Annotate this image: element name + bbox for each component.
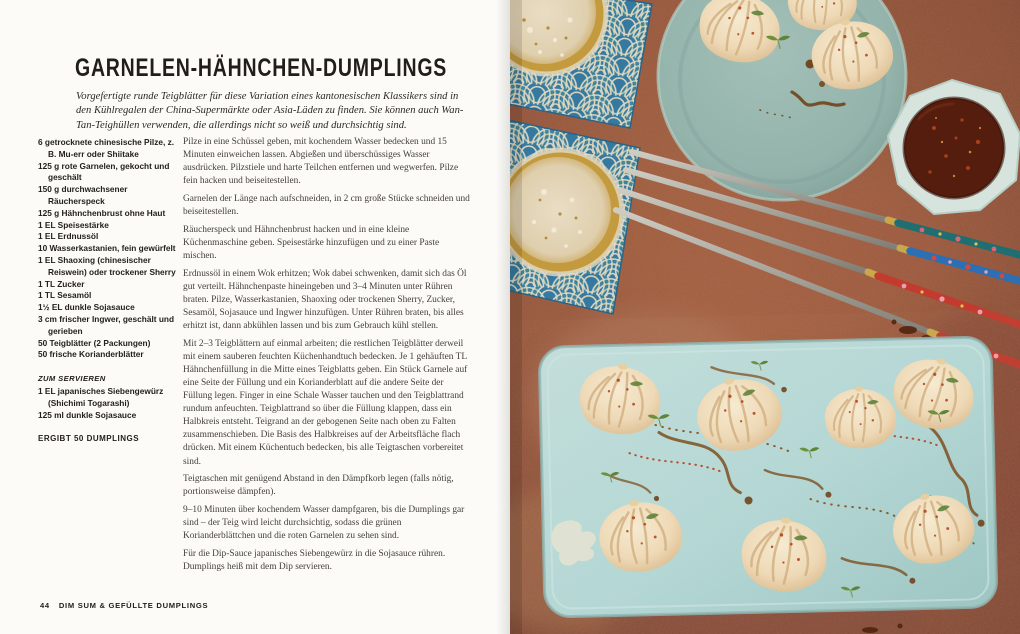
step-paragraph: Erdnussöl in einem Wok erhitzen; Wok dabei schwenken, damit sich das Öl gut verteilt. Hähnchenpaste hineingeben und 3–4 Minuten unter Rühren braten. Pilze, Wasserkastanien, Shaoxing oder trockenen Sherry, Zucker, Sesamöl, Sojasauce und Ingwer hinzufügen. Unter Rühren braten, bis alles erhitzt ist, dann abkühlen lassen und bis zum Gebrauch kühl stellen. [183, 268, 467, 331]
page-number: 44 [40, 601, 50, 610]
ingredient-item: 50 frische Korianderblätter [38, 349, 144, 360]
photo-gutter-shadow [510, 0, 522, 634]
serving-ingredient-item: 1 EL japanisches Siebengewürz (Shichimi Togarashi) [38, 385, 164, 408]
ingredient-item: 150 g durchwachsener Räucherspeck [38, 184, 128, 206]
ingredient-item: 3 cm frischer Ingwer, geschält und gerieben [38, 313, 175, 336]
ingredient-item: 6 getrocknete chinesische Pilze, z. B. Mu-err oder Shiitake [38, 137, 175, 159]
step-paragraph: Garnelen der Länge nach aufschneiden, in 2 cm große Stücke schneiden und beiseitestellen. [183, 193, 470, 218]
recipe-intro: Vorgefertigte runde Teigblätter für diese Variation eines kantonesischen Klassikers sind in den Kühlregalen der China-Supermärkte oder Asia-Läden zu finden. Sie können auch Wan-Tan-Teighüllen verwenden, die allerdings nicht so weiß und durchsichtig sind. [76, 90, 464, 131]
ingredient-item: 1 EL Speisestärke [38, 219, 109, 230]
yield-line: ERGIBT 50 DUMPLINGS [38, 434, 140, 444]
ingredient-list [38, 137, 179, 445]
section-title: DIM SUM & GEFÜLLTE DUMPLINGS [58, 601, 209, 610]
ingredient-item: 125 g rote Garnelen, gekocht und geschält [38, 160, 170, 183]
step-paragraph: Teigtaschen mit genügend Abstand in den Dämpfkorb legen (falls nötig, portionsweise dämpfen). [183, 474, 454, 498]
step-paragraph: Pilze in eine Schüssel geben, mit kochendem Wasser bedecken und 15 Minuten einweichen lassen. Abgießen und überschüssiges Wasser ausdrücken. Pilzstiele und harte Teilchen entfernen und wegwerfen. Pilze fein hacken und beiseitestellen. [183, 137, 459, 187]
ingredient-item: 125 g Hähnchenbrust ohne Haut [38, 207, 166, 218]
book-gutter-shadow [496, 0, 510, 634]
photo-page [510, 0, 1020, 634]
ingredient-item: 10 Wasserkastanien, fein gewürfelt [38, 243, 176, 254]
step-paragraph: Für die Dip-Sauce japanisches Siebengewürz in die Sojasauce rühren. Dumplings heiß mit dem Dip servieren. [183, 548, 446, 572]
serving-ingredient-item: 125 ml dunkle Sojasauce [38, 409, 137, 420]
ingredient-item: 50 Teigblätter (2 Packungen) [38, 337, 151, 348]
step-paragraph: Räucherspeck und Hähnchenbrust hacken und in eine kleine Küchenmaschine geben. Speisestärke hinzufügen und zu einer Paste mischen. [183, 224, 440, 261]
ingredient-item: 1 EL Shaoxing (chinesischer Reiswein) oder trockener Sherry [38, 254, 176, 277]
method-steps [183, 136, 474, 579]
recipe-title-text: GARNELEN-HÄHNCHEN-DUMPLINGS [75, 53, 448, 82]
ingredient-item: 1 TL Zucker [38, 278, 85, 289]
ingredient-item: 1 TL Sesamöl [38, 290, 92, 301]
serving-heading: ZUM SERVIEREN [38, 374, 106, 384]
beer-glass [510, 150, 622, 274]
ingredient-item: 1 EL Erdnussöl [38, 231, 99, 242]
rect-platter [539, 337, 997, 617]
page-title [75, 55, 495, 82]
step-paragraph: 9–10 Minuten über kochendem Wasser dampfgaren, bis die Dumplings gar sind – der Teig wird leicht durchsichtig, sodass die grünen Korianderblättchen und die roten Garnelen zu sehen sind. [183, 505, 465, 542]
food-photo [510, 0, 1020, 634]
ingredient-item: 1½ EL dunkle Sojasauce [38, 302, 135, 313]
step-paragraph: Mit 2–3 Teigblättern auf einmal arbeiten; die restlichen Teigblätter derweil mit einem sauberen feuchten Küchenhandtuch bedecken. Je 1 gehäuften TL Hähnchenfüllung in die Mitte eines Teigblatts geben. Ein Stück Garnele auf eine Seite der Füllung und ein Korianderblatt auf die andere Seite der Füllung legen. Finger in eine Schale Wasser tauchen und den Teigblattrand rundum anfeuchten. Teigblattrand so über die Füllung klappen, dass ein Halbkreis entsteht. Teigrand an der gebogenen Seite nach oben zu Falten zusammenschieben. Die Basis des Halbkreises auf der Arbeitsfläche flach drücken. Mit einem Küchentuch bedecken, bis alle Teigtaschen vorbereitet sind. [183, 338, 468, 467]
page-footer [40, 601, 208, 610]
